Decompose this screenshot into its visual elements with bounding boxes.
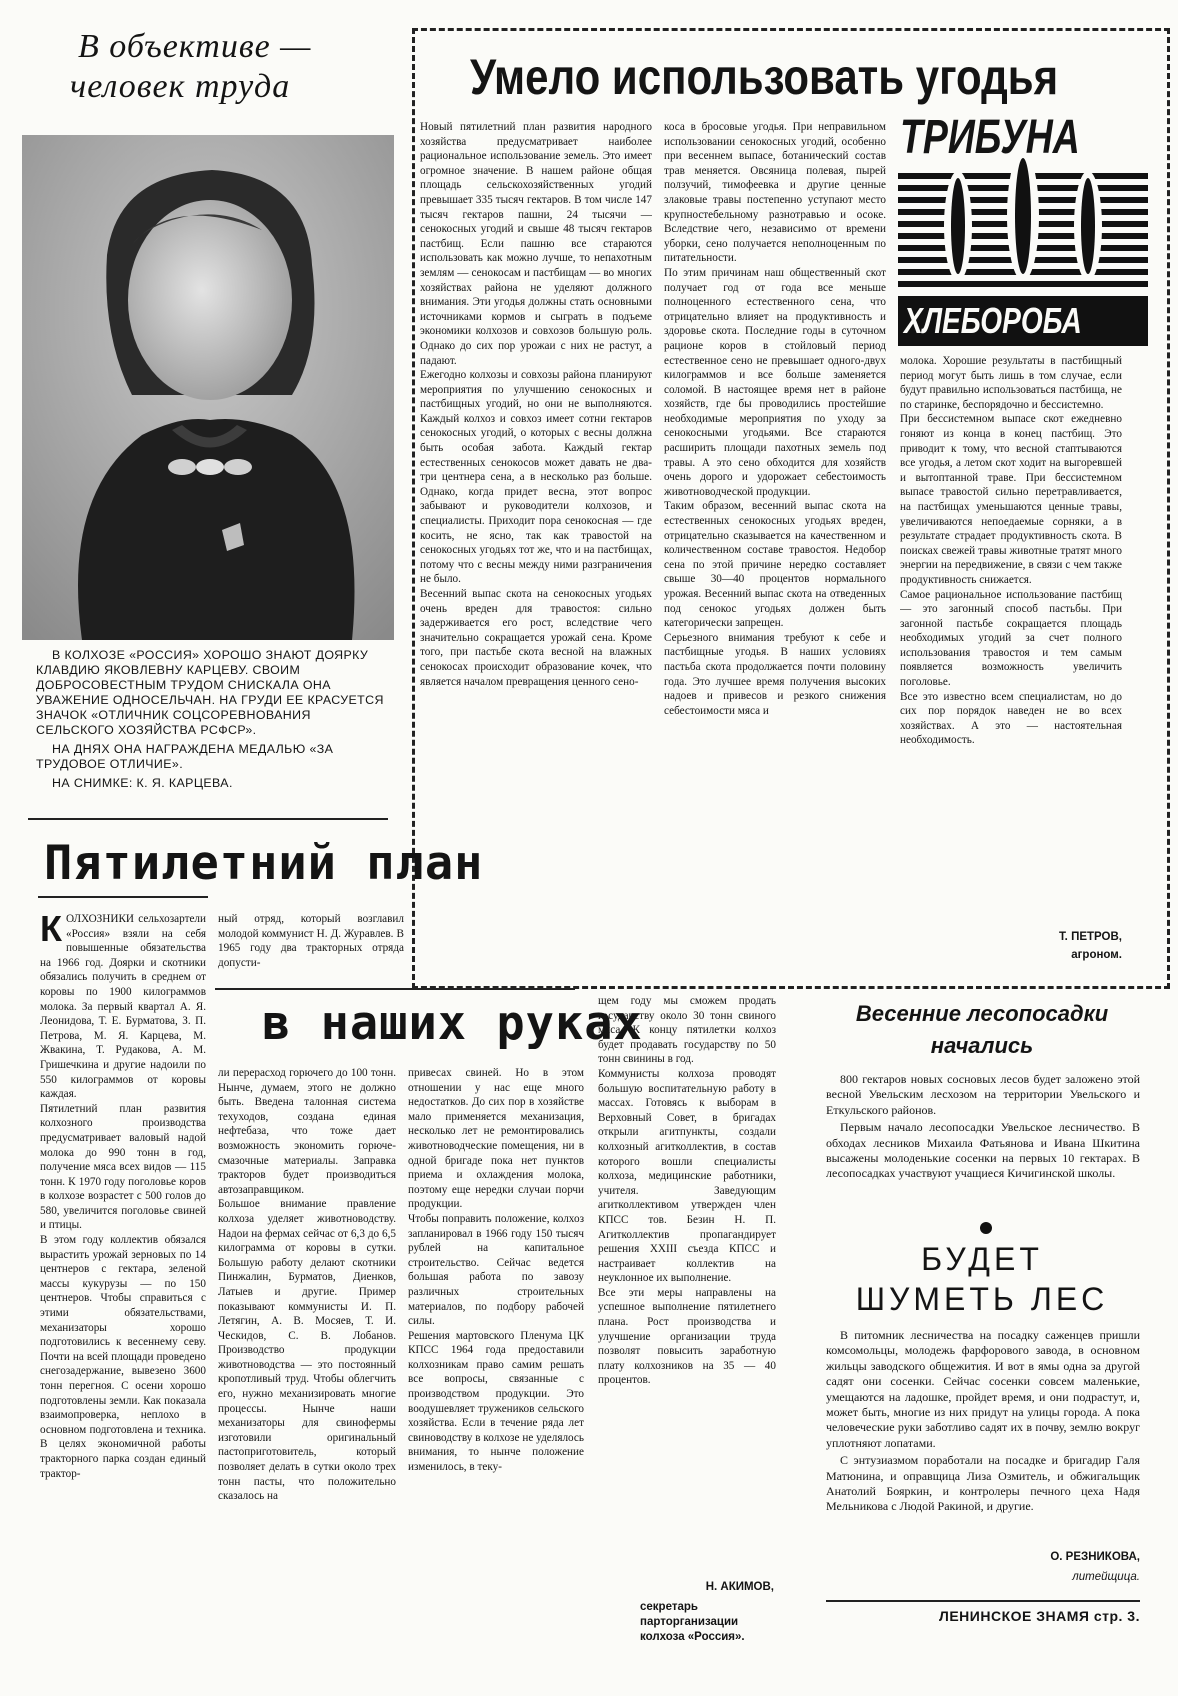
article-plan-column-3: привесах свиней. Но в этом отношении у нас еще много недостатков. До сих пор в хозяйстве мало применяется механизация, несколько лет не ремонтировались животноводческие помещения, ни в одной бригаде пока нет пунктов приема и охлаждения молока, поэтому еще нередки случаи порчи продукции. Чтобы поправить положение, колхоз запланировал в 1966 году 150 тысяч рублей на капитальное строительство. Сейчас ведется большая работа по завозу различных строительных материалов, по подбору рабочей силы. Решения мартовского Пленума ЦК КПСС 1964 года предоставили колхозникам право самим решать все вопросы, связанные с производством продукции. Это воодушевляет тружеников сельского хозяйства. Если в течение ряда лет свиноводству в колхозе не уделялось внимания, то нынче положение изменилось, в теку- [408, 1067, 584, 1474]
article-plan-signature-title: секретарь парторганизации колхоза «Россия». [640, 1601, 745, 1643]
article-plan-title-line1: Пятилетний план [44, 836, 484, 891]
tribuna-khleboroba-logo [898, 111, 1158, 346]
article-paragraph: Первым начало лесопосадки Увельское лесничество. В обходах лесников Михаила Фатьянова и Ивана Шкитина высажены молоденькие сосенки на первых 10 гектарах. В лесопосадках участвуют учащиеся Кичигинской школы. [826, 1120, 1140, 1181]
article-paragraph: В питомник лесничества на посадку саженцев пришли комсомольцы, молодежь фарфорового завода, в основном жильцы заводского общежития. И вот в ямы одна за другой садят они сосенки. Сейчас сосенки совсем маленькие, умещаются на ладошке, пройдет время, и они подрастут, и, может быть, многие из них придут на улицы города. А пока человеческие руки заботливо садят их в почву, землю вокруг уплотняют лопатами. [826, 1328, 1140, 1450]
tribuna-logo-bottom: ХЛЕБОРОБА [904, 300, 1082, 341]
article-ugodya-signature-name: Т. ПЕТРОВ, [1058, 931, 1122, 943]
caption-paragraph: В КОЛХОЗЕ «РОССИЯ» ХОРОШО ЗНАЮТ ДОЯРКУ КЛАВДИЮ ЯКОВЛЕВНУ КАРЦЕВУ. СВОИМ ДОБРОСОВЕСТНЫМ ТРУДОМ СНИСКАЛА ОНА УВАЖЕНИЕ ОДНОСЕЛЬЧАН. НА ГРУДИ ЕЕ КРАСУЕТСЯ ЗНАЧОК «ОТЛИЧНИК СОЦСОРЕВНОВАНИЯ СЕЛЬСКОГО ХОЗЯЙСТВА РСФСР». [36, 648, 384, 737]
dropcap: К [40, 912, 62, 949]
article-plan-column-2a: ный отряд, который возглавил молодой коммунист Н. Д. Журавлев. В 1965 году два тракторных отряда допусти- [218, 913, 404, 969]
photo-heading-line2: человек труда [70, 68, 291, 105]
article-les-signature-name: О. РЕЗНИКОВА, [1050, 1551, 1140, 1563]
article-lesoposadki-text [826, 1072, 1140, 1184]
caption-photo-credit: НА СНИМКЕ: К. Я. КАРЦЕВА. [52, 776, 233, 790]
article-les-signature-title: литейщица. [1072, 1571, 1140, 1583]
article-plan-column-1 [40, 912, 206, 1682]
tribuna-logo-top: ТРИБУНА [900, 111, 1080, 164]
page-footer: ЛЕНИНСКОЕ ЗНАМЯ стр. 3. [939, 1608, 1140, 1624]
article-plan-column-1-text: ОЛХОЗНИКИ сельхозартели «Россия» взяли на себя повышенные обязательства на 1966 год. Доярки и скотники обязались получить в среднем от коровы по 1900 килограммов молока. За первый квартал А. Я. Леонидова, Т. Е. Бурматова, З. П. Петрова, М. Я. Карцева, М. Жвакина, Т. Рудакова, А. М. Гришечкина и другие надоили по 550 килограммов от коровы каждая. Пятилетний план развития колхозного производства предусматривает валовый надой молока до 990 тонн в год, получение мяса всех видов — 115 тонн. К 1970 году поголовье коров в колхозе возрастет с 500 голов до 580, увеличится поголовье свиней и птицы. В этом году коллектив обязался вырастить урожай зерновых по 14 центнеров с гектара, зеленой массы кукурузы — по 150 центнеров. Чтобы справиться с этими обязательствами, механизаторы хорошо подготовились к весеннему севу. Почти на всей площади проведено снегозадержание, вывезено 3600 тонн перегноя. С осени хорошо подготовлены земли. Как показала взаимопроверка, неплохо в основном подготовлена и техника. В целях экономичной работы тракторного парка создан единый трактор- [40, 913, 206, 1480]
article-plan-column-2b: ли перерасход горючего до 100 тонн. Нынче, думаем, этого не должно быть. Введена талонная система техуходов, создана единая нефтебаза, что тоже дает возможность экономить горюче-смазочные материалы. Заправка тракторов будет производиться автозаправщиком. Большое внимание правление колхоза уделяет животноводству. Надои на фермах сейчас от 6,3 до 6,5 килограмма от коровы в сутки. Большую работу делают скотники Пинжалин, Бурматов, Диенков, Латыев и другие. Пример показывают коммунисты И. П. Летягин, А. В. Мосяев, Т. И. Ческидов, С. В. Лобанов. Производство продукции животноводства — это постоянный кропотливый труд. Чтобы облегчить его, нужно механизировать многие процессы. Нынче наши механизаторы для свинофермы изготовили оригинальный пастоприготовитель, который позволяет делать в сутки около трех тонн пасты, что положительно сказалось на [218, 1067, 396, 1503]
divider [215, 988, 575, 990]
divider [38, 896, 208, 898]
article-lesoposadki-title: Весенние лесопосадки начались [855, 1001, 1109, 1058]
article-les-title-line1: БУДЕТ [921, 1241, 1043, 1277]
photo-heading-line1: В объективе — [78, 28, 312, 65]
divider [28, 818, 388, 820]
article-ugodya-column-3: молока. Хорошие результаты в пастбищный период могут быть лишь в том случае, если будут правильно использоваться пастбища, не по старинке, беспорядочно и бессистемно. При бессистемном выпасе скот ежедневно гоняют из конца в конец пастбищ. Это приводит к тому, что весной стаптываются все угодья, а летом скот ходит на выгоревшей и вытоптанной траве. При бессистемном выпасе травостой сильно перетравливается, на пастбищах уменьшаются ценные травы, увеличиваются непоедаемые сорняки, а в результате страдает продуктивность скота. В поисках свежей травы животные тратят много энергии на передвижение, в связи с чем также продуктивность снижается. Самое рациональное использование пастбищ — это загонный способ пастьбы. При загонной пастьбе сокращается площадь необходимых угодий за счет полного использования травостоя и тем самым появляется возможность увеличить поголовье. Все это известно всем специалистам, но до сих пор порядок наведен не во всех хозяйствах. А это — настоятельная необходимость. [900, 355, 1122, 747]
article-plan-column-4: щем году мы сможем продать государству около 30 тонн свиного мяса. К концу пятилетки колхоз будет продавать государству по 50 тонн свинины в год. Коммунисты колхоза проводят большую воспитательную работу в массах. Готовясь к выборам в Верховный Совет, в бригадах открыли агитпункты, создали колхозный агитколлектив, в состав которого вошли специалисты колхоза, медицинские работники, учителя. Заведующим агитколлективом утвержден член КПСС тов. Безин Н. П. Агитколлектив пропагандирует решения XXIII съезда КПСС и настраивает коллектив на неуклонное их выполнение. Все эти меры направлены на успешное выполнение пятилетнего плана. Рост производства и улучшение организации труда позволят повысить заработную плату колхозников на 35 — 40 процентов. [598, 995, 776, 1387]
caption-paragraph: НА ДНЯХ ОНА НАГРАЖДЕНА МЕДАЛЬЮ «ЗА ТРУДОВОЕ ОТЛИЧИЕ». [36, 742, 334, 771]
portrait-image [22, 135, 394, 640]
portrait-photo [22, 135, 394, 640]
article-plan-signature-name: Н. АКИМОВ, [705, 1581, 774, 1593]
article-plan-title-line2: в наших руках [262, 996, 643, 1051]
article-ugodya-column-2: коса в бросовые угодья. При неправильном использовании сенокосных угодий, особенно при весеннем выпасе, ботанический состав трав меняется. Овсяница полевая, пырей ползучий, тимофеевка и другие ценные злаковые травы постепенно уступают место крупностебельному разнотравью и осоке. Вследствие чего, независимо от времени уборки, сено получается неполноценным по питательности. По этим причинам наш общественный скот получает год от года все меньше полноценного естественного сена, что отрицательно влияет на продуктивность и здоровье скота. Последние годы в суточном рационе коров в стойловый период естественное сено не превышает одного-двух килограммов и все больше заменяется соломой. В настоящее время нет в районе хозяйств, где бы проводились простейшие необходимые мероприятия по уходу за сенокосными угодьями. Все стараются расширить площади пахотных земель под травы. А это сено обходится для хозяйств очень дорого и удорожает себестоимость животноводческой продукции. Таким образом, весенний выпас скота на естественных сенокосных угодьях вреден, отрицательно сказывается на качественном и количественном составе травостоя. Недобор сена по этой причине нередко составляет свыше 30—40 процентов нормального урожая. Весенний выпас скота на отведенных под сенокос угодьях должен быть категорически запрещен. Серьезного внимания требуют к себе и пастбищные угодья. В наших условиях пастьба скота продолжается почти половину года. Это лучшее время получения высоких надоев и привесов и резкого снижения себестоимости мяса и [664, 121, 886, 717]
footer-rule [826, 1600, 1140, 1602]
article-paragraph: 800 гектаров новых сосновых лесов будет заложено этой весной Увельским лесхозом на территории Увельского и Еткульского районов. [826, 1072, 1140, 1117]
article-les-title-line2: ШУМЕТЬ ЛЕС [855, 1281, 1109, 1317]
bullet-separator [980, 1222, 992, 1234]
article-ugodya-column-1: Новый пятилетний план развития народного хозяйства предусматривает наиболее рациональное использование земель. Это имеет огромное значение. В нашем районе общая площадь сельскохозяйственных угодий превышает 335 тысяч гектаров. В том числе 147 тысяч гектаров пашни, 24 тысячи — сенокосных угодий и свыше 48 тысяч гектаров пастбищ. Если пашню все стараются использовать как можно лучше, то непахотным землям — сенокосам и пастбищам — во многих хозяйствах района не уделяют должного внимания. Эти угодья должны стать основными источниками кормов и сыграть в подъеме экономики колхозов и совхозов большую роль. Однако до сих пор урожаи с них не растут, а падают. Ежегодно колхозы и совхозы района планируют мероприятия по улучшению сенокосных и пастбищных угодий, но они не выполняются. Каждый колхоз и совхоз имеет сотни гектаров сенокосных угодий, о которых с весны должна быть особая забота. Каждый гектар естественных сенокосов может давать не два-три центнера сена, а в несколько раз больше. Однако, когда придет весна, этот вопрос забывают и руководители колхозов, и специалисты. Приходит пора сенокосная — где косить, не ясно, так как травостой на сенокосных угодьях тот же, что и на пастбищах, потому что с весны между ними разграничения не было. Весенний выпас скота на сенокосных угодьях очень вреден для травостоя: сильно задерживается его рост, вследствие чего значительно сокращается урожай сена. Кроме того, при пастьбе скота весной на влажных сенокосах происходит образование кочек, что является началом превращения ценного сено- [420, 121, 652, 688]
article-les-text [826, 1328, 1140, 1517]
article-paragraph: С энтузиазмом поработали на посадке и бригадир Галя Матюнина, и оправщица Лиза Озмитель, и обжигальщик Анатолий Бояркин, и контролеры печного цеха Надя Мельникова с Людой Ракиной, и другие. [826, 1453, 1140, 1514]
article-ugodya-title: Умело использовать угодья [470, 49, 1059, 105]
photo-caption [36, 648, 391, 795]
article-ugodya-signature-title: агроном. [1071, 949, 1122, 961]
